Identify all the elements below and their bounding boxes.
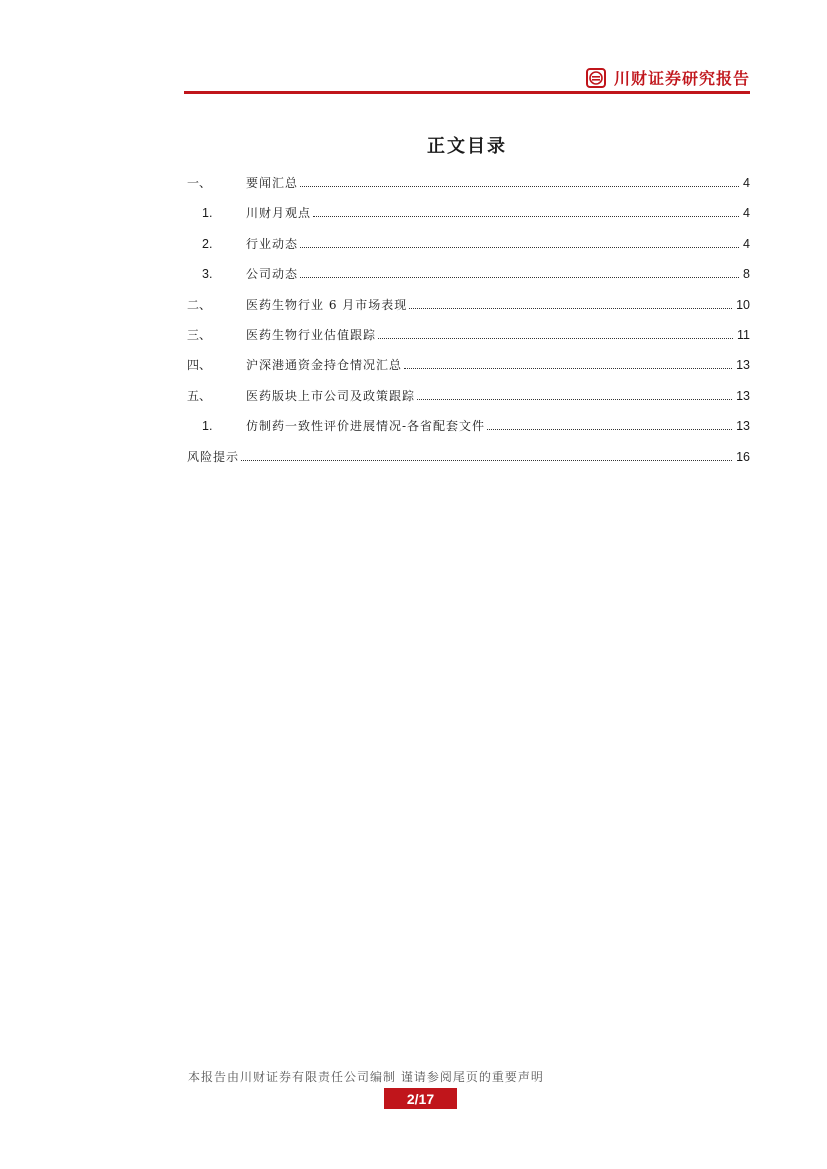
toc-entry[interactable] — [187, 198, 750, 228]
toc-entry[interactable] — [187, 168, 750, 198]
logo-icon — [586, 68, 606, 88]
dot-leader — [300, 186, 739, 187]
dot-leader — [487, 429, 732, 430]
toc-entry-title: 行业动态 — [246, 236, 299, 251]
toc-entry-number: 三、 — [187, 327, 212, 342]
brand-name: 川财证券研究报告 — [613, 69, 750, 88]
toc-entry[interactable] — [187, 229, 750, 259]
toc-entry-number: 四、 — [187, 358, 212, 373]
toc-entry-page: 4 — [743, 236, 750, 251]
dot-leader — [417, 399, 732, 400]
toc-entry-title: 沪深港通资金持仓情况汇总 — [246, 358, 403, 373]
toc-entry-page: 4 — [743, 176, 750, 190]
toc-entry-number: 1. — [202, 419, 213, 434]
toc-entry-line — [246, 267, 750, 281]
dot-leader — [300, 247, 739, 248]
toc-entry[interactable] — [187, 381, 750, 411]
toc-entry-line — [246, 358, 750, 372]
toc-entry-title: 要闻汇总 — [246, 176, 299, 190]
toc-entry-line — [246, 328, 750, 342]
toc-entry-number: 五、 — [187, 388, 212, 403]
dot-leader — [409, 308, 732, 309]
toc-entry-line — [246, 389, 750, 403]
dot-leader — [241, 460, 732, 461]
toc-entry[interactable] — [187, 442, 750, 472]
toc-entry-page: 13 — [736, 388, 750, 403]
toc-entry-title: 公司动态 — [246, 267, 299, 282]
dot-leader — [313, 216, 739, 217]
toc-entry-title: 风险提示 — [187, 449, 240, 464]
toc-entry-page: 13 — [736, 358, 750, 373]
toc-entry[interactable] — [187, 290, 750, 320]
toc-entry-number: 1. — [202, 206, 213, 221]
toc-entry[interactable] — [187, 259, 750, 289]
toc-entry-page: 4 — [743, 206, 750, 221]
toc-entry-page: 8 — [743, 267, 750, 282]
table-of-contents — [187, 168, 750, 472]
dot-leader — [378, 338, 733, 339]
footer-disclaimer: 本报告由川财证券有限责任公司编制 谨请参阅尾页的重要声明 — [188, 1070, 544, 1084]
toc-entry-page: 16 — [736, 449, 750, 464]
toc-entry-line — [246, 176, 750, 190]
toc-entry-title: 医药生物行业 6 月市场表现 — [246, 297, 408, 312]
toc-entry-title: 川财月观点 — [246, 206, 312, 221]
toc-entry-line — [246, 237, 750, 251]
toc-entry[interactable] — [187, 350, 750, 380]
toc-entry-line — [246, 206, 750, 220]
toc-entry-number: 一、 — [187, 176, 212, 190]
toc-entry-number: 二、 — [187, 297, 212, 312]
toc-entry-line — [246, 419, 750, 433]
toc-entry-title: 医药版块上市公司及政策跟踪 — [246, 388, 416, 403]
toc-entry-line — [187, 450, 750, 464]
dot-leader — [404, 368, 732, 369]
header-rule — [184, 91, 750, 94]
report-header — [184, 62, 750, 94]
brand — [586, 66, 750, 89]
toc-title: 正文目录 — [427, 136, 507, 157]
toc-entry-title: 医药生物行业估值跟踪 — [246, 327, 377, 342]
dot-leader — [300, 277, 739, 278]
toc-entry[interactable] — [187, 320, 750, 350]
toc-entry-title: 仿制药一致性评价进展情况-各省配套文件 — [246, 419, 486, 434]
toc-entry-number: 2. — [202, 236, 213, 251]
toc-entry-page: 13 — [736, 419, 750, 434]
toc-entry-number: 3. — [202, 267, 213, 282]
toc-entry-page: 11 — [737, 327, 750, 342]
toc-entry[interactable] — [187, 411, 750, 441]
toc-entry-line — [246, 298, 750, 312]
page-indicator: 2/17 — [384, 1088, 457, 1109]
toc-entry-page: 10 — [736, 297, 750, 312]
